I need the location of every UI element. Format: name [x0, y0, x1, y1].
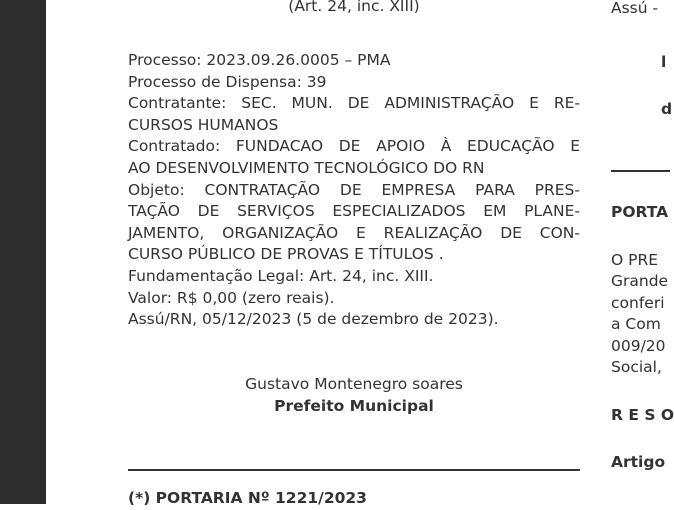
- right-column: [611, 0, 674, 504]
- next-section-heading: (*) PORTARIA Nº 1221/2023: [128, 489, 367, 507]
- signer-name: Gustavo Montenegro soares: [245, 375, 463, 393]
- objeto-line-2: TAÇÃO DE SERVIÇOS ESPECIALIZADOS EM PLANE-: [128, 202, 580, 221]
- right-line-grande: Grande: [611, 272, 669, 290]
- valor-line: Valor: R$ 0,00 (zero reais).: [128, 288, 335, 307]
- right-heading-resolve: R E S O: [611, 406, 674, 424]
- processo-line: Processo: 2023.09.26.0005 – PMA: [128, 51, 391, 69]
- local-data-line: Assú/RN, 05/12/2023 (5 de dezembro de 2023).: [128, 310, 499, 329]
- contract-extract: [128, 50, 580, 331]
- contratado-line-2: AO DESENVOLVIMENTO TECNOLÓGICO DO RN: [128, 158, 485, 177]
- article-reference: (Art. 24, inc. XIII): [288, 0, 420, 15]
- objeto-line-1: Objeto: CONTRATAÇÃO DE EMPRESA PARA PRES-: [128, 180, 580, 199]
- right-line-conferi: conferi: [611, 294, 665, 312]
- contratante-line-1: Contratante: SEC. MUN. DE ADMINISTRAÇÃO E RE-: [128, 94, 580, 113]
- left-column: [128, 0, 580, 507]
- objeto-line-4: CURSO PÚBLICO DE PROVAS E TÍTULOS .: [128, 245, 444, 264]
- contratante-line-2: CURSOS HUMANOS: [128, 115, 279, 134]
- right-line-009: 009/20: [611, 337, 666, 355]
- section-divider: [128, 469, 580, 471]
- contratado-line-1: Contratado: FUNDACAO DE APOIO À EDUCAÇÃO E: [128, 137, 580, 156]
- right-heading-portaria: PORTA: [611, 203, 669, 221]
- left-dark-margin: [0, 0, 46, 504]
- signer-title: Prefeito Municipal: [274, 396, 434, 415]
- fundamentacao-line: Fundamentação Legal: Art. 24, inc. XIII.: [128, 266, 434, 285]
- right-line-d: d: [661, 100, 673, 118]
- right-line-o-pre: O PRE: [611, 251, 659, 269]
- objeto-line-3: JAMENTO, ORGANIZAÇÃO E REALIZAÇÃO DE CON-: [128, 223, 580, 242]
- right-line-social: Social,: [611, 358, 662, 376]
- right-line-top: Assú -: [611, 0, 659, 17]
- right-heading-artigo: Artigo: [611, 453, 666, 471]
- signature-block: [128, 374, 580, 417]
- right-line-l: l: [661, 53, 667, 71]
- right-line-a-com: a Com: [611, 315, 661, 333]
- dispensa-line: Processo de Dispensa: 39: [128, 72, 327, 91]
- right-divider: [611, 170, 670, 172]
